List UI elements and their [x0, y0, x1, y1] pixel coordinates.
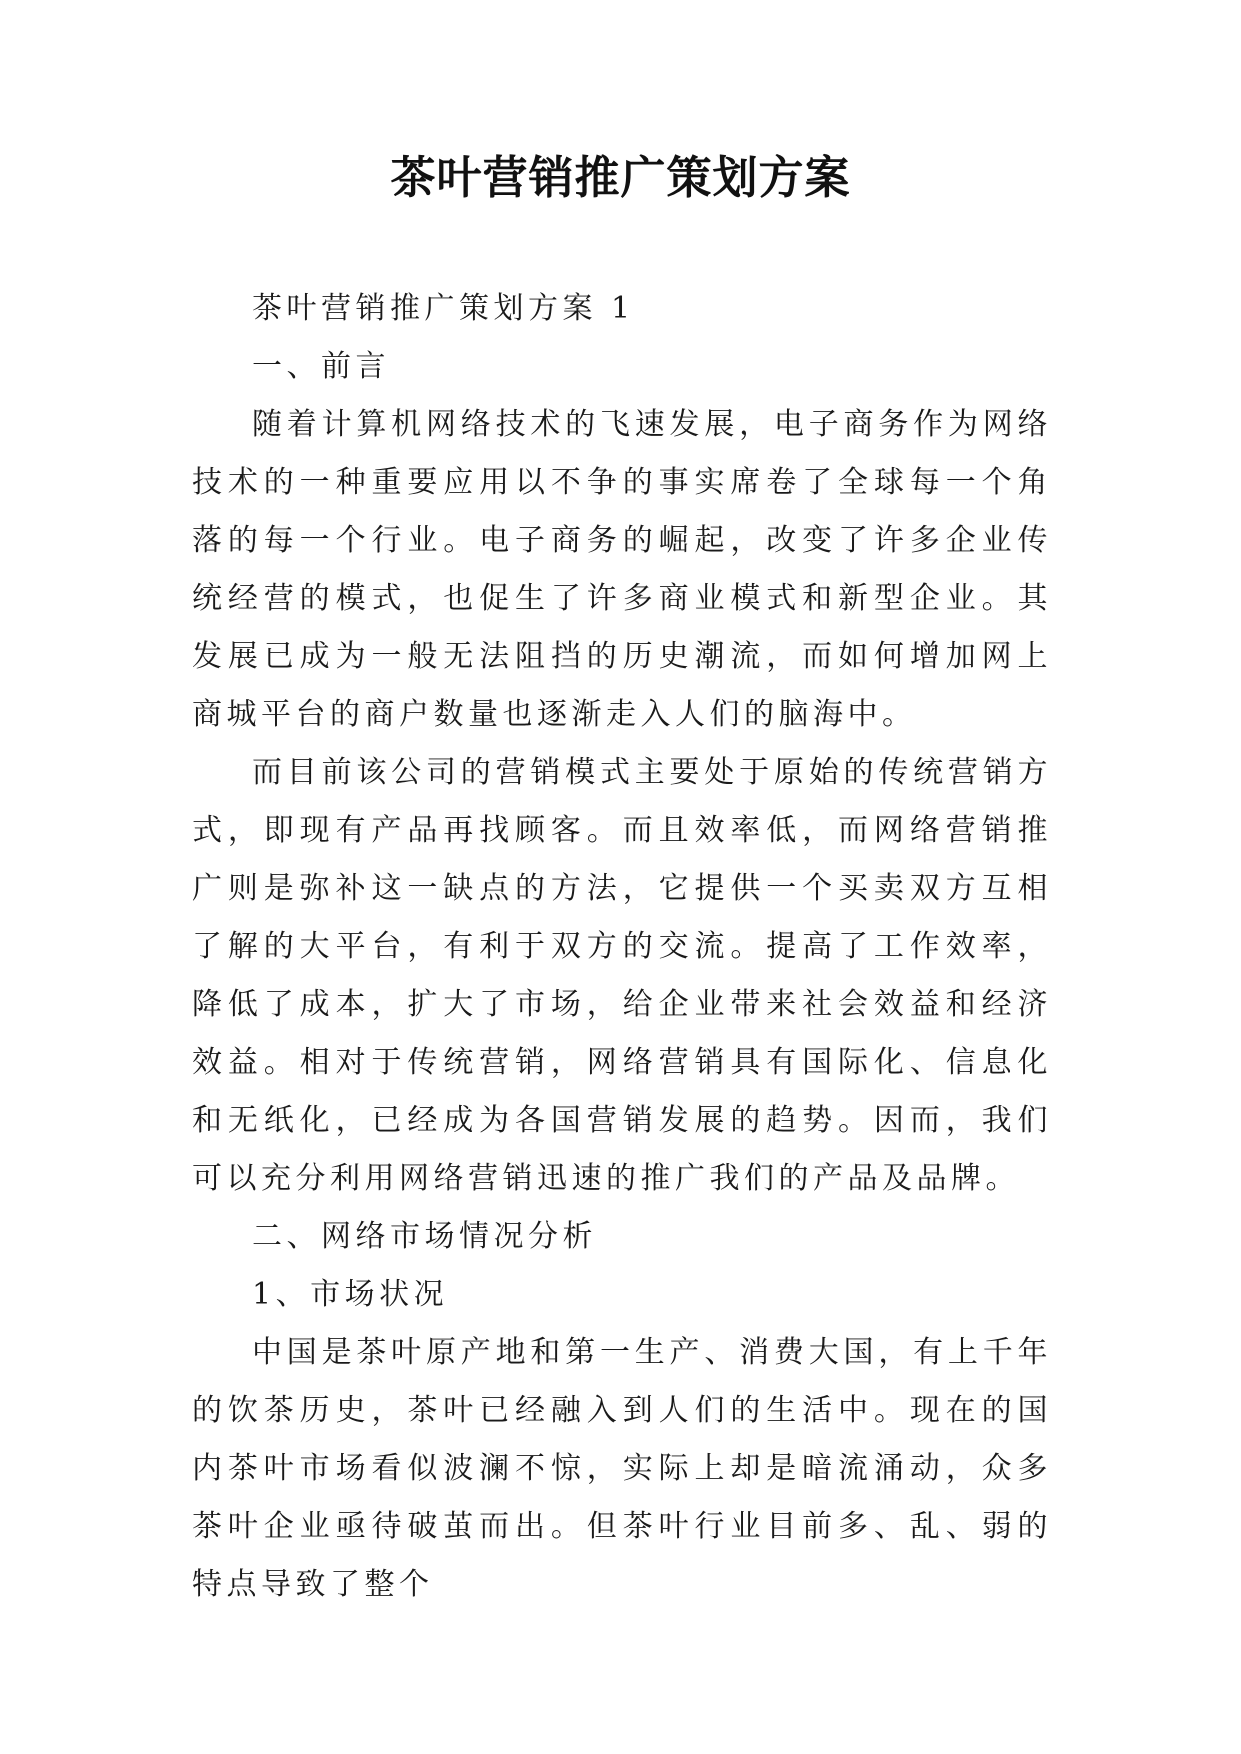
- section-heading: 茶叶营销推广策划方案 1: [252, 291, 635, 326]
- section-heading: 二、网络市场情况分析: [252, 1219, 597, 1254]
- section-heading: 一、前言: [252, 349, 390, 384]
- body-paragraph: 随着计算机网络技术的飞速发展，电子商务作为网络技术的一种重要应用以不争的事实席卷了全球每一个角落的每一个行业。电子商务的崛起，改变了许多企业传统经营的模式，也促生了许多商业模式和新型企业。其发展已成为一般无法阻挡的历史潮流，而如何增加网上商城平台的商户数量也逐渐走入人们的脑海中。: [192, 407, 1052, 732]
- body-paragraph: 中国是茶叶原产地和第一生产、消费大国，有上千年的饮茶历史，茶叶已经融入到人们的生活中。现在的国内茶叶市场看似波澜不惊，实际上却是暗流涌动，众多茶叶企业亟待破茧而出。但茶叶行业目前多、乱、弱的特点导致了整个: [192, 1335, 1052, 1602]
- document-title: 茶叶营销推广策划方案: [390, 151, 851, 204]
- body-paragraph: 而目前该公司的营销模式主要处于原始的传统营销方式，即现有产品再找顾客。而且效率低，而网络营销推广则是弥补这一缺点的方法，它提供一个买卖双方互相了解的大平台，有利于双方的交流。提高了工作效率，降低了成本，扩大了市场，给企业带来社会效益和经济效益。相对于传统营销，网络营销具有国际化、信息化和无纸化，已经成为各国营销发展的趋势。因而，我们可以充分利用网络营销迅速的推广我们的产品及品牌。: [192, 755, 1052, 1196]
- document-body: [192, 280, 1052, 1614]
- subsection-heading: 1、市场状况: [252, 1277, 449, 1312]
